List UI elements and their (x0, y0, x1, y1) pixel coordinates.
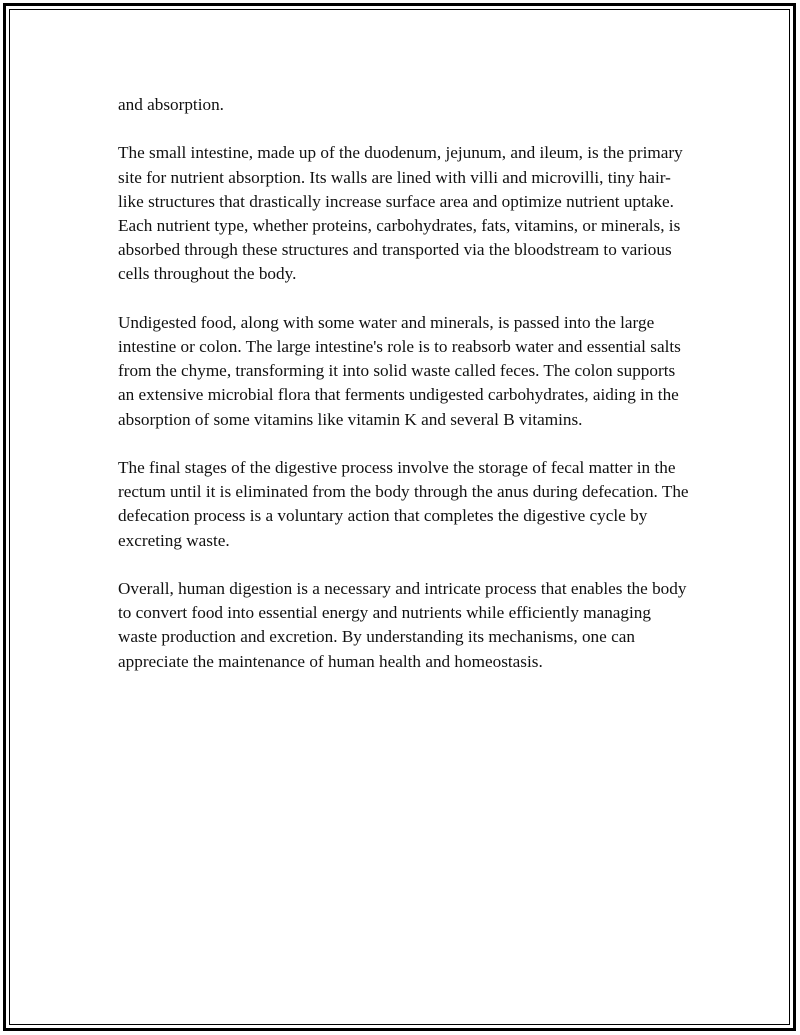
paragraph-continuation: and absorption. (118, 95, 224, 114)
paragraph-large-intestine: Undigested food, along with some water and minerals, is passed into the large intestine or colon. The large intestine's role is to reabsorb water and essential salts from the chyme, transforming it into solid waste called feces. The colon supports an extensive microbial flora that ferments undigested carbohydrates, aiding in the absorption of some vitamins like vitamin K and several B vitamins. (118, 312, 681, 429)
document-body (118, 93, 690, 698)
paragraph-conclusion: Overall, human digestion is a necessary and intricate process that enables the body to convert food into essential energy and nutrients while efficiently managing waste production and excretion. By understanding its mechanisms, one can appreciate the maintenance of human health and homeostasis. (118, 579, 687, 671)
paragraph-final-stages: The final stages of the digestive process involve the storage of fecal matter in the rectum until it is eliminated from the body through the anus during defecation. The defecation process is a voluntary action that completes the digestive cycle by excreting waste. (118, 458, 689, 550)
paragraph-small-intestine: The small intestine, made up of the duodenum, jejunum, and ileum, is the primary site for nutrient absorption. Its walls are lined with villi and microvilli, tiny hair-like structures that drastically increase surface area and optimize nutrient uptake. Each nutrient type, whether proteins, carbohydrates, fats, vitamins, or minerals, is absorbed through these structures and transported via the bloodstream to various cells throughout the body. (118, 143, 683, 284)
